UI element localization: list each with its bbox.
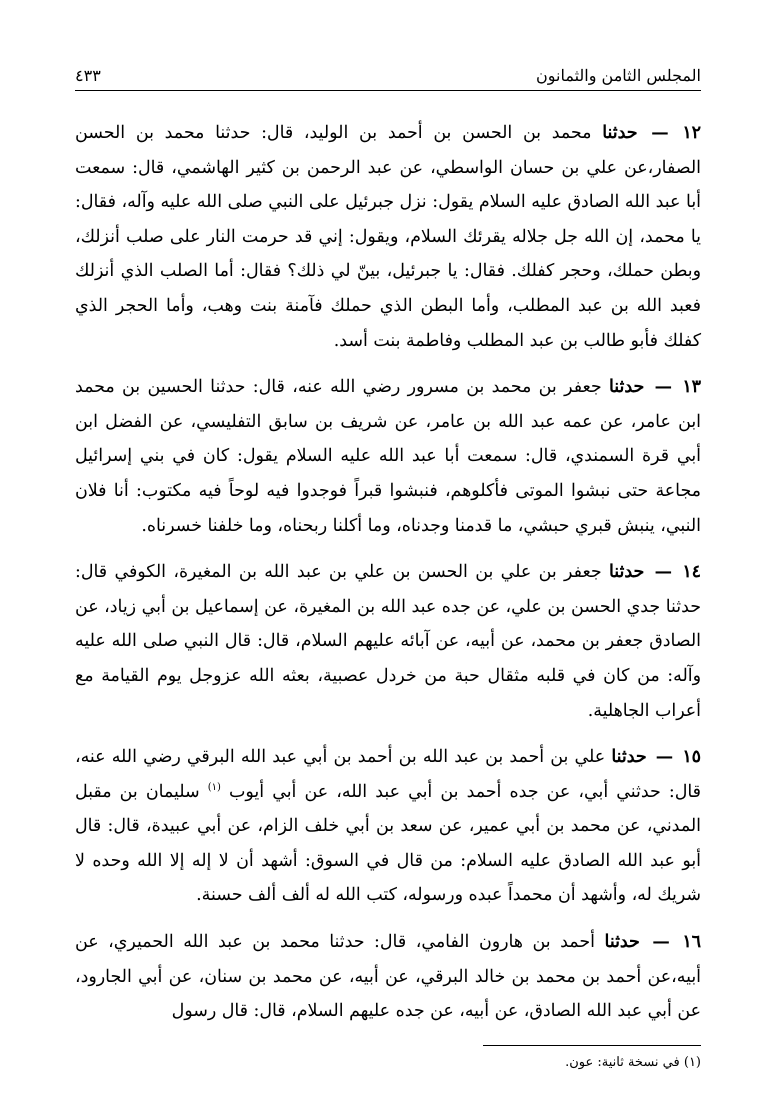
main-text — [75, 116, 701, 1041]
hadith-14 — [75, 555, 701, 728]
hadith-text: جعفر بن محمد بن مسرور رضي الله عنه، قال: حدثنا الحسين بن محمد ابن عامر، عن عمه عبد الله بن عامر، عن شريف بن سابق التفليسي، عن الفضل ابن أبي قرة السمندي، قال: سمعت أبا عبد الله عليه السلام يقول: كان في بني إسرائيل مجاعة حتى نبشوا الموتى فأكلوهم، فنبشوا قبراً فوجدوا فيه لوحاً فيه مكتوب: أنا فلان النبي، ينبش قبري حبشي، ما قدمنا وجدناه، وما أكلنا ربحناه، وما خلفنا خسرناه. — [75, 377, 701, 536]
dash: — — [654, 377, 672, 398]
hadith-text-after-note: سليمان بن مقبل المدني، عن محمد بن أبي عمير، عن سعد بن أبي خلف الزام، عن أبي عبيدة، قال: قال أبو عبد الله الصادق عليه السلام: من قال في السوق: أشهد أن لا إله إلا الله وحده لا شريك له، وأشهد أن محمداً عبده ورسوله، كتب الله له ألف ألف حسنة. — [75, 781, 701, 906]
chapter-title: المجلس الثامن والثمانون — [535, 66, 701, 85]
page-header — [75, 60, 701, 91]
hadith-number: ١٣ — [682, 377, 702, 398]
dash: — — [654, 562, 672, 583]
lead-word: حدثنا — [611, 747, 647, 768]
footnote: (١) في نسخة ثانية: عون. — [565, 1055, 701, 1070]
lead-word: حدثنا — [604, 932, 640, 953]
hadith-number: ١٦ — [682, 932, 702, 953]
dash: — — [651, 123, 669, 143]
hadith-13 — [75, 370, 701, 543]
lead-word: حدثنا — [602, 123, 638, 143]
lead-word: حدثنا — [608, 562, 645, 583]
hadith-12 — [75, 116, 701, 358]
footnote-ref: (١) — [207, 781, 221, 793]
dash: — — [655, 747, 674, 768]
hadith-text: أحمد بن هارون الفامي، قال: حدثنا محمد بن عبد الله الحميري، عن أبيه،عن أحمد بن محمد بن خالد البرقي، عن أبيه، عن محمد بن سنان، عن أبي الجارود، عن أبي عبد الله الصادق، عن أبيه، عن جده عليهم السلام، قال: قال رسول — [75, 932, 701, 1022]
hadith-number: ١٤ — [682, 562, 702, 583]
hadith-text: محمد بن الحسن بن أحمد بن الوليد، قال: حدثنا محمد بن الحسن الصفار،عن علي بن حسان الواسطي، عن عبد الرحمن بن كثير الهاشمي، قال: سمعت أبا عبد الله الصادق عليه السلام يقول: نزل جبرئيل على النبي صلى الله عليه وآله، فقال: يا محمد، إن الله جل جلاله يقرئك السلام، ويقول: إني قد حرمت النار على صلب أنزلك، وبطن حملك، وحجر كفلك. فقال: يا جبرئيل، بينّ لي ذلك؟ فقال: أما الصلب الذي أنزلك فعبد الله بن عبد المطلب، وأما البطن الذي حملك فآمنة بنت وهب، وأما الحجر الذي كفلك فأبو طالب بن عبد المطلب وفاطمة بنت أسد. — [75, 123, 701, 351]
hadith-text-before-note: علي بن أحمد بن عبد الله بن أحمد بن أبي عبد الله البرقي رضي الله عنه، قال: حدثني أبي، عن جده أحمد بن أبي عبد الله، عن أبي أيوب — [75, 747, 701, 802]
hadith-number: ١٢ — [682, 123, 702, 143]
hadith-text: جعفر بن علي بن الحسن بن علي بن عبد الله بن المغيرة، الكوفي قال: حدثنا جدي الحسن بن علي، عن جده عبد الله بن المغيرة، عن إسماعيل بن أبي زياد، عن الصادق جعفر بن محمد، عن أبيه، عن آبائه عليهم السلام، قال: قال النبي صلى الله عليه وآله: من كان في قلبه مثقال حبة من خردل عصبية، بعثه الله عزوجل يوم القيامة مع أعراب الجاهلية. — [75, 562, 701, 721]
hadith-number: ١٥ — [682, 747, 702, 768]
hadith-16 — [75, 925, 701, 1029]
dash: — — [652, 932, 670, 953]
page-number: ٤٣٣ — [75, 66, 101, 85]
hadith-15 — [75, 740, 701, 913]
footnote-divider — [483, 1045, 701, 1046]
lead-word: حدثنا — [608, 377, 645, 398]
